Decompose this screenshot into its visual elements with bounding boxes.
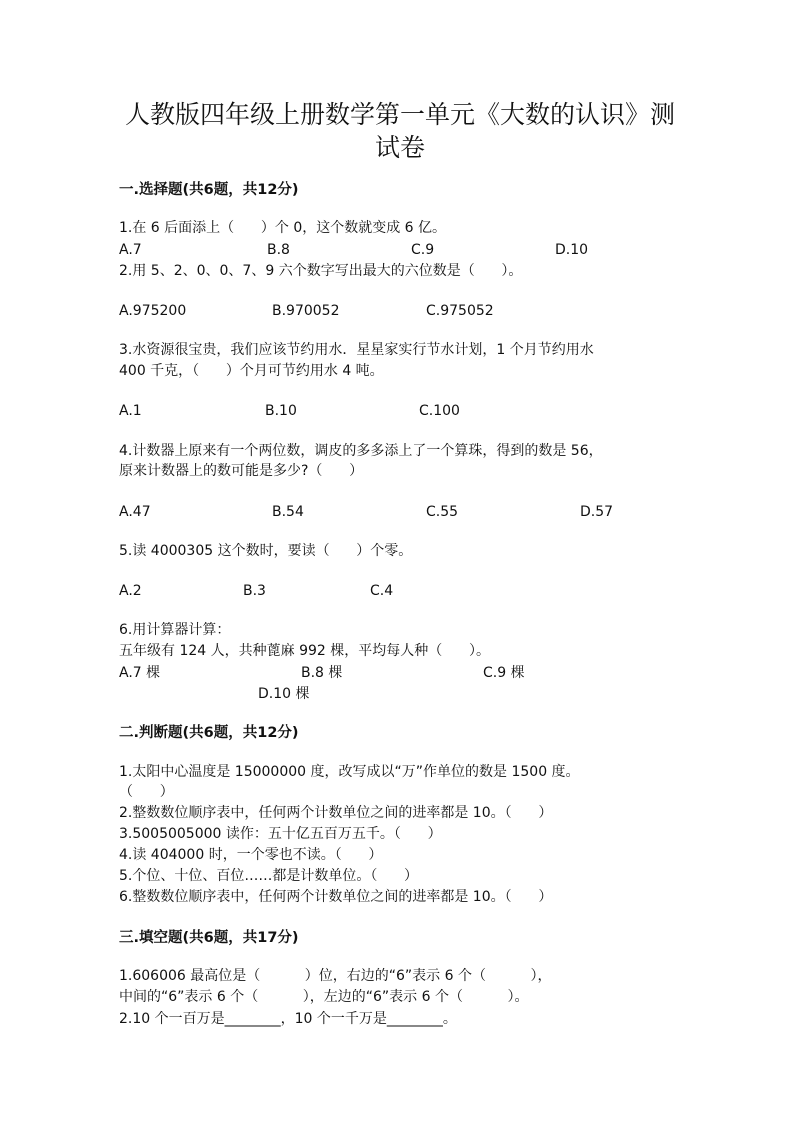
q4-option-d: D.57 bbox=[580, 504, 614, 520]
q2-option-a: A.975200 bbox=[119, 303, 187, 319]
q1-option-a: A.7 bbox=[119, 242, 142, 258]
q5-option-c: C.4 bbox=[370, 583, 394, 599]
question-6-line-1: 6.用计算器计算： bbox=[119, 622, 231, 638]
section-1-heading: 一.选择题(共6题，共12分) bbox=[119, 182, 299, 198]
q4-option-b: B.54 bbox=[272, 504, 304, 520]
q3-option-b: B.10 bbox=[265, 403, 297, 419]
question-1: 1.在 6 后面添上（ ）个 0，这个数就变成 6 亿。 bbox=[119, 220, 447, 236]
q1-option-d: D.10 bbox=[555, 242, 589, 258]
question-6-line-2: 五年级有 124 人，共种蓖麻 992 棵，平均每人种（ ）。 bbox=[119, 643, 490, 659]
question-5: 5.读 4000305 这个数时，要读（ ）个零。 bbox=[119, 543, 413, 559]
q3-option-a: A.1 bbox=[119, 403, 142, 419]
judge-item-5: 5.个位、十位、百位……都是计数单位。（ ） bbox=[119, 868, 419, 884]
judge-item-1: 1.太阳中心温度是 15000000 度，改写成以“万”作单位的数是 1500 度。 bbox=[119, 764, 580, 780]
section-3-heading: 三.填空题(共6题，共17分) bbox=[119, 930, 299, 946]
question-3-line-1: 3.水资源很宝贵，我们应该节约用水．星星家实行节水计划，1 个月节约用水 bbox=[119, 342, 594, 358]
question-2: 2.用 5、2、0、0、7、9 六个数字写出最大的六位数是（ ）。 bbox=[119, 263, 523, 279]
q2-option-b: B.970052 bbox=[272, 303, 340, 319]
q6-option-d: D.10 棵 bbox=[258, 686, 310, 702]
judge-item-2: 2.整数数位顺序表中，任何两个计数单位之间的进率都是 10。（ ） bbox=[119, 805, 553, 821]
judge-item-3: 3.5005005000 读作：五十亿五百万五千。（ ） bbox=[119, 826, 442, 842]
q1-option-c: C.9 bbox=[411, 242, 435, 258]
q2-option-c: C.975052 bbox=[426, 303, 494, 319]
title-line-1: 人教版四年级上册数学第一单元《大数的认识》测 bbox=[124, 100, 675, 129]
judge-item-1-blank: （ ） bbox=[119, 784, 174, 800]
fill-item-1-line-1: 1.606006 最高位是（ ）位，右边的“6”表示 6 个（ ）， bbox=[119, 968, 552, 984]
section-2-heading: 二.判断题(共6题，共12分) bbox=[119, 725, 299, 741]
q5-option-a: A.2 bbox=[119, 583, 142, 599]
exam-title bbox=[118, 98, 682, 164]
q4-option-c: C.55 bbox=[426, 504, 459, 520]
fill-item-2: 2.10 个一百万是________，10 个一千万是________。 bbox=[119, 1011, 457, 1027]
question-4-line-2: 原来计数器上的数可能是多少?（ ） bbox=[119, 463, 364, 479]
q6-option-b: B.8 棵 bbox=[301, 665, 343, 681]
q3-option-c: C.100 bbox=[419, 403, 460, 419]
judge-item-6: 6.整数数位顺序表中，任何两个计数单位之间的进率都是 10。（ ） bbox=[119, 889, 553, 905]
q5-option-b: B.3 bbox=[243, 583, 266, 599]
question-4-line-1: 4.计数器上原来有一个两位数，调皮的多多添上了一个算珠，得到的数是 56， bbox=[119, 443, 603, 459]
fill-item-1-line-2: 中间的“6”表示 6 个（ ），左边的“6”表示 6 个（ ）。 bbox=[119, 989, 529, 1005]
title-line-2: 试卷 bbox=[374, 133, 425, 162]
q1-option-b: B.8 bbox=[267, 242, 290, 258]
judge-item-4: 4.读 404000 时，一个零也不读。（ ） bbox=[119, 847, 383, 863]
question-3-line-2: 400 千克，（ ）个月可节约用水 4 吨。 bbox=[119, 363, 384, 379]
q6-option-c: C.9 棵 bbox=[483, 665, 525, 681]
q4-option-a: A.47 bbox=[119, 504, 151, 520]
q6-option-a: A.7 棵 bbox=[119, 665, 161, 681]
